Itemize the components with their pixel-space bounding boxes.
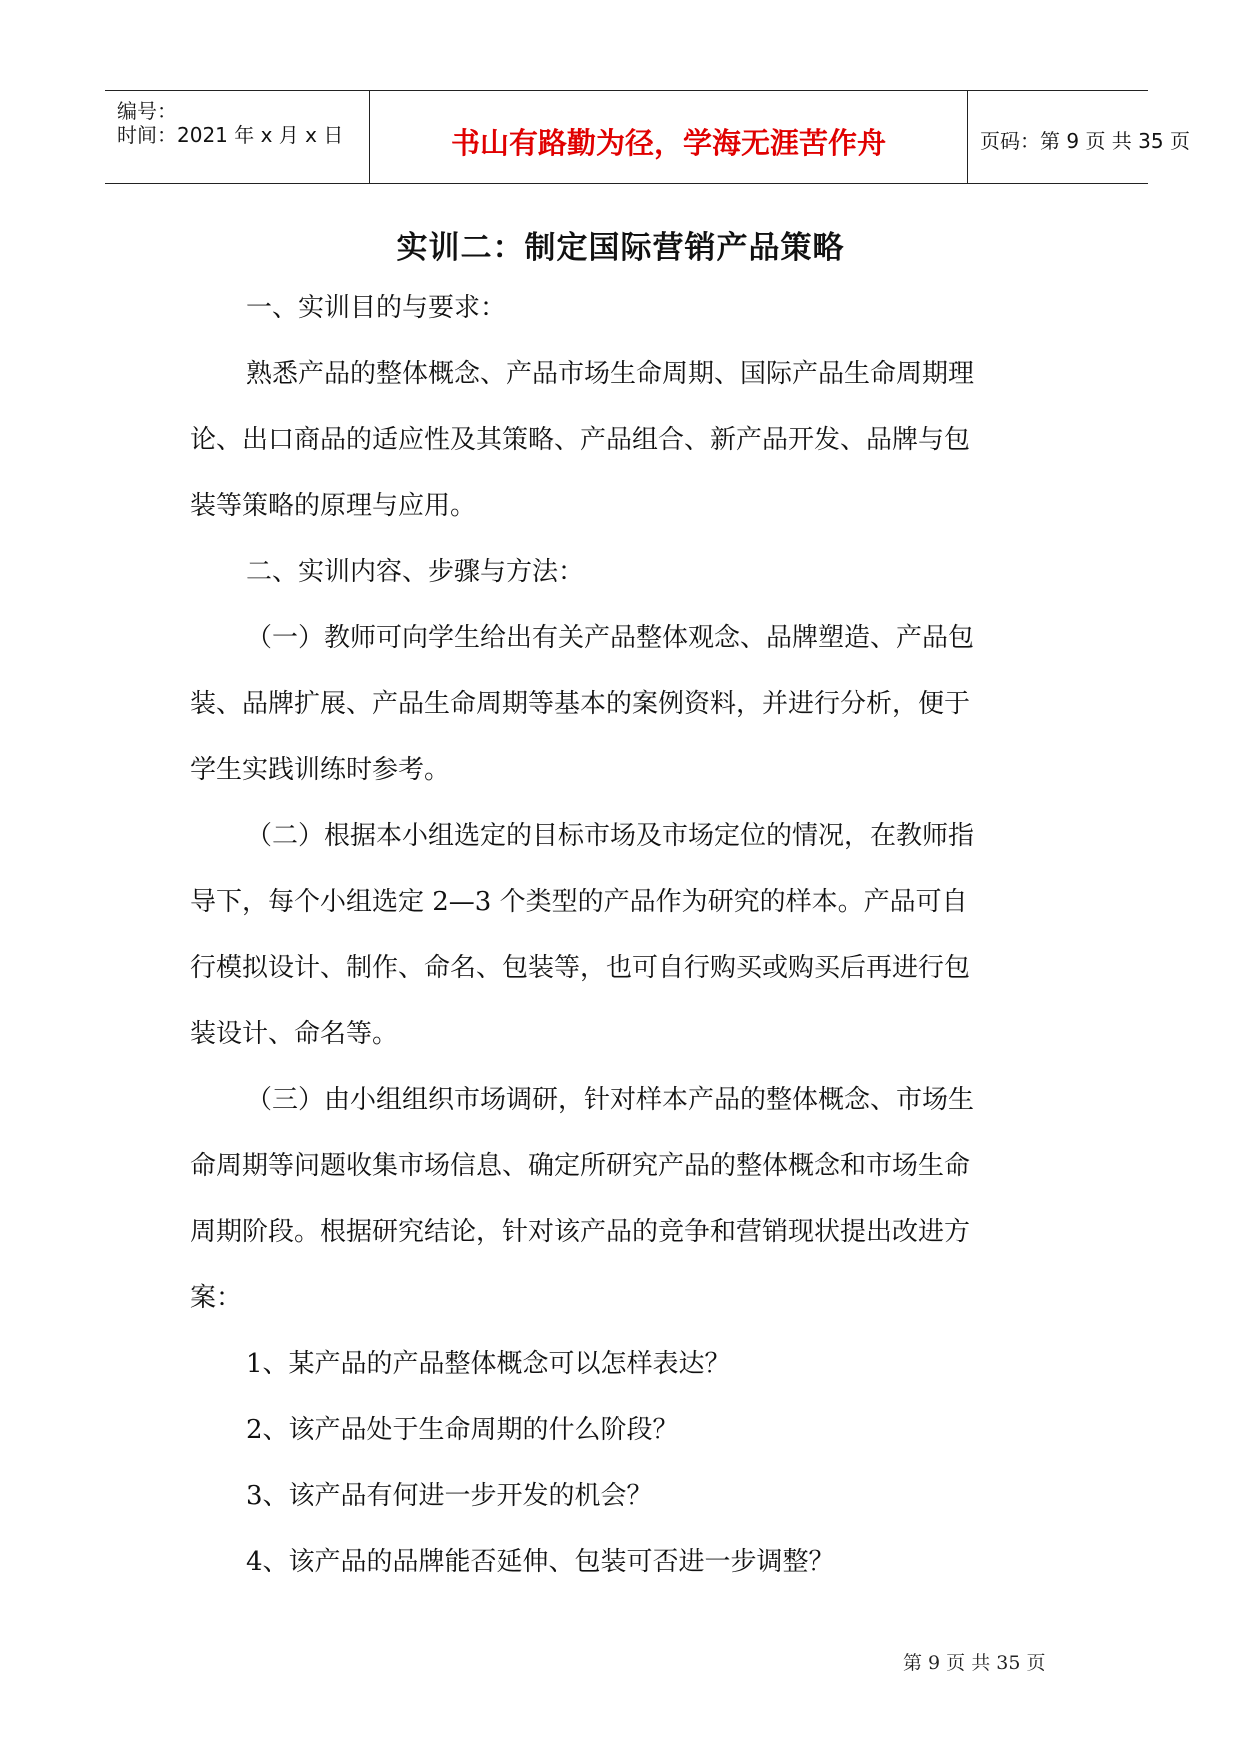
header-page-indicator: 页码：第 9 页 共 35 页 — [980, 129, 1190, 153]
objectives-line-1: 熟悉产品的整体概念、产品市场生命周期、国际产品生命周期理 — [246, 359, 975, 389]
step-2-line-1: （二）根据本小组选定的目标市场及市场定位的情况，在教师指 — [246, 821, 975, 851]
question-4: 4、该产品的品牌能否延伸、包装可否进一步调整？ — [246, 1547, 835, 1577]
objectives-line-3: 装等策略的原理与应用。 — [190, 491, 477, 521]
step-3-line-2: 命周期等问题收集市场信息、确定所研究产品的整体概念和市场生命 — [190, 1151, 971, 1181]
step-3-line-3: 周期阶段。根据研究结论，针对该产品的竞争和营销现状提出改进方 — [190, 1217, 971, 1247]
document-header — [105, 90, 1190, 184]
document-date-label: 时间：2021 年 x 月 x 日 — [117, 123, 344, 147]
header-motto: 书山有路勤为径，学海无涯苦作舟 — [450, 126, 886, 160]
objectives-line-2: 论、出口商品的适应性及其策略、产品组合、新产品开发、品牌与包 — [190, 425, 971, 455]
page-footer-number: 第 9 页 共 35 页 — [903, 1652, 1046, 1674]
question-1: 1、某产品的产品整体概念可以怎样表达？ — [246, 1349, 731, 1379]
document-number-label: 编号： — [117, 99, 177, 123]
step-2-line-4: 装设计、命名等。 — [190, 1019, 399, 1049]
question-3: 3、该产品有何进一步开发的机会？ — [246, 1481, 653, 1511]
step-2-line-2: 导下，每个小组选定 2—3 个类型的产品作为研究的样本。产品可自 — [190, 887, 968, 917]
header-motto-cell — [370, 91, 968, 183]
step-2-line-3: 行模拟设计、制作、命名、包装等，也可自行购买或购买后再进行包 — [190, 953, 971, 983]
step-1-line-1: （一）教师可向学生给出有关产品整体观念、品牌塑造、产品包 — [246, 623, 975, 653]
question-2: 2、该产品处于生命周期的什么阶段？ — [246, 1415, 679, 1445]
header-meta-cell — [105, 91, 370, 183]
step-1-line-3: 学生实践训练时参考。 — [190, 755, 451, 785]
step-1-line-2: 装、品牌扩展、产品生命周期等基本的案例资料，并进行分析，便于 — [190, 689, 971, 719]
header-page-cell — [968, 91, 1190, 183]
step-3-line-4: 案： — [190, 1283, 243, 1313]
section-heading-objectives: 一、实训目的与要求： — [246, 293, 507, 323]
section-heading-content: 二、实训内容、步骤与方法： — [246, 557, 585, 587]
page-title: 实训二：制定国际营销产品策略 — [396, 230, 845, 266]
step-3-line-1: （三）由小组组织市场调研，针对样本产品的整体概念、市场生 — [246, 1085, 975, 1115]
